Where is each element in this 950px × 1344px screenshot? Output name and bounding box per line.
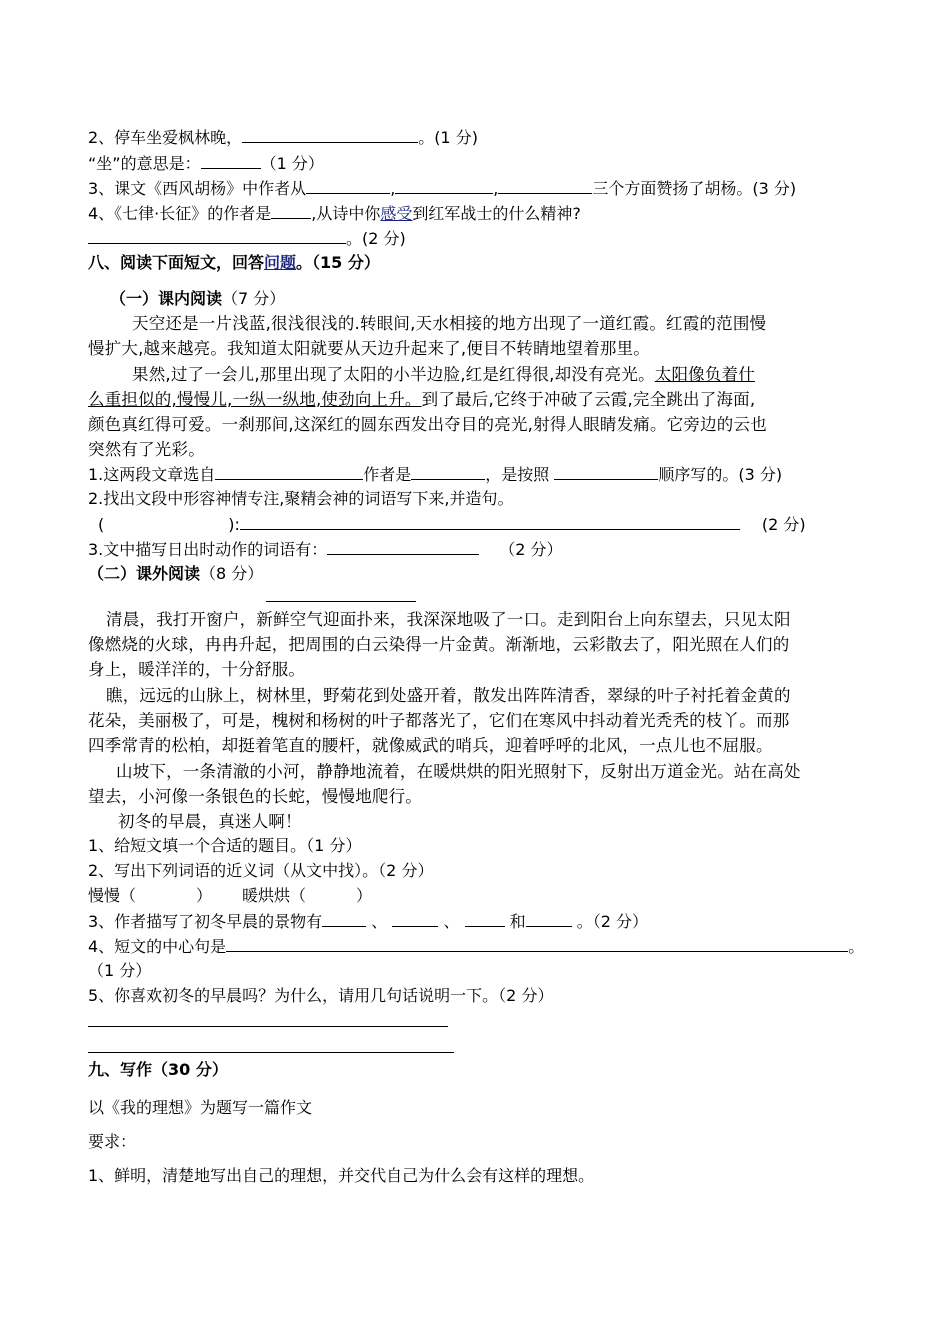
part-2-q1: 1、给短文填一个合适的题目。（1 分） (88, 836, 362, 855)
passage-line: 瞧，远远的山脉上，树林里，野菊花到处盛开着，散发出阵阵清香，翠绿的叶子衬托着金黄的 (106, 686, 791, 705)
passage-line: 么重担似的,慢慢儿,一纵一纵地,使劲向上升。到了最后,它终于冲破了云霞,完全跳出了海面, (88, 390, 756, 409)
answer-blank[interactable] (201, 152, 261, 169)
answer-blank[interactable] (327, 538, 479, 555)
part-2-q4: 4、短文的中心句是 。 (88, 937, 865, 956)
part-2-q2-words: 慢慢（ ） 暖烘烘（ ） (88, 886, 373, 905)
part-1-q3: 3.文中描写日出时动作的词语有： （2 分） (88, 540, 563, 559)
answer-blank[interactable] (240, 513, 740, 530)
question-4-answer: 。(2 分) (88, 227, 406, 250)
answer-blank[interactable] (395, 177, 493, 194)
question-2-sub: “坐”的意思是： （1 分） (88, 154, 324, 173)
question-3: 3、课文《西风胡杨》中作者从 , , 三个方面赞扬了胡杨。(3 分) (88, 179, 797, 198)
answer-blank[interactable] (271, 202, 311, 219)
part-1-q2-answer: ( ): (2 分) (98, 515, 806, 534)
passage-line: 初冬的早晨，真迷人啊！ (118, 812, 302, 831)
writing-requirements-label: 要求： (88, 1132, 137, 1151)
title-blank[interactable] (266, 601, 416, 602)
passage-line: 慢扩大,越来越亮。我知道太阳就要从天边升起来了,便目不转睛地望着那里。 (88, 339, 650, 358)
part-2-q2: 2、写出下列词语的近义词（从文中找）。（2 分） (88, 861, 434, 880)
answer-blank[interactable] (465, 910, 505, 927)
writing-prompt: 以《我的理想》为题写一篇作文 (88, 1098, 313, 1117)
answer-blank[interactable] (392, 910, 438, 927)
answer-line[interactable] (88, 1052, 454, 1053)
part-2-title: （二）课外阅读（8 分） (88, 564, 264, 583)
writing-requirement-1: 1、鲜明，清楚地写出自己的理想，并交代自己为什么会有这样的理想。 (88, 1166, 595, 1185)
passage-line: 身上，暖洋洋的，十分舒服。 (88, 660, 306, 679)
passage-line: 像燃烧的火球，冉冉升起，把周围的白云染得一片金黄。渐渐地，云彩散去了，阳光照在人们的 (88, 635, 790, 654)
part-1-q2: 2.找出文段中形容神情专注,聚精会神的词语写下来,并造句。 (88, 489, 514, 508)
answer-blank[interactable] (242, 126, 418, 143)
answer-blank[interactable] (526, 910, 572, 927)
question-2: 2、停车坐爱枫林晚， 。(1 分) (88, 128, 478, 147)
section-9-title: 九、写作（30 分） (88, 1060, 228, 1079)
answer-line[interactable] (88, 1026, 448, 1027)
part-2-q5: 5、你喜欢初冬的早晨吗？为什么，请用几句话说明一下。（2 分） (88, 986, 554, 1005)
section-8-title: 八、阅读下面短文，回答问题。（15 分） (88, 253, 380, 272)
passage-line: 果然,过了一会儿,那里出现了太阳的小半边脸,红是红得很,却没有亮光。太阳像负着什 (132, 365, 755, 384)
part-1-title: （一）课内阅读（7 分） (110, 289, 286, 308)
passage-line: 望去，小河像一条银色的长蛇，慢慢地爬行。 (88, 787, 422, 806)
part-1-q1: 1.这两段文章选自 作者是 ，是按照 顺序写的。(3 分) (88, 465, 783, 484)
passage-line: 清晨，我打开窗户，新鲜空气迎面扑来，我深深地吸了一口。走到阳台上向东望去，只见太阳 (106, 610, 791, 629)
answer-blank[interactable] (411, 463, 485, 480)
part-2-q3: 3、作者描写了初冬早晨的景物有 、 、 和 。（2 分） (88, 912, 649, 931)
link-wenti[interactable]: 问题 (264, 253, 297, 272)
passage-line: 天空还是一片浅蓝,很浅很浅的.转眼间,天水相接的地方出现了一道红霞。红霞的范围慢 (132, 314, 767, 333)
answer-blank[interactable] (88, 227, 346, 244)
passage-line: 突然有了光彩。 (88, 440, 205, 459)
question-4: 4、《七律·长征》的作者是 ,从诗中你感受到红军战士的什么精神? (88, 204, 581, 223)
answer-blank[interactable] (322, 910, 366, 927)
passage-line: 花朵，美丽极了，可是，槐树和杨树的叶子都落光了，它们在寒风中抖动着光秃秃的枝丫。而那 (88, 711, 790, 730)
answer-blank[interactable] (306, 177, 390, 194)
answer-blank[interactable] (498, 177, 592, 194)
passage-line: 四季常青的松柏，却挺着笔直的腰杆，就像威武的哨兵，迎着呼呼的北风，一点儿也不屈服。 (88, 736, 773, 755)
passage-line: 颜色真红得可爱。一刹那间,这深红的圆东西发出夺目的亮光,射得人眼睛发痛。它旁边的云也 (88, 415, 767, 434)
part-2-q4-score: （1 分） (88, 961, 152, 980)
answer-blank[interactable] (226, 935, 848, 952)
passage-line: 山坡下，一条清澈的小河，静静地流着，在暖烘烘的阳光照射下，反射出万道金光。站在高处 (116, 762, 801, 781)
link-ganshou[interactable]: 感受 (380, 204, 413, 223)
answer-blank[interactable] (215, 463, 363, 480)
answer-blank[interactable] (554, 463, 658, 480)
